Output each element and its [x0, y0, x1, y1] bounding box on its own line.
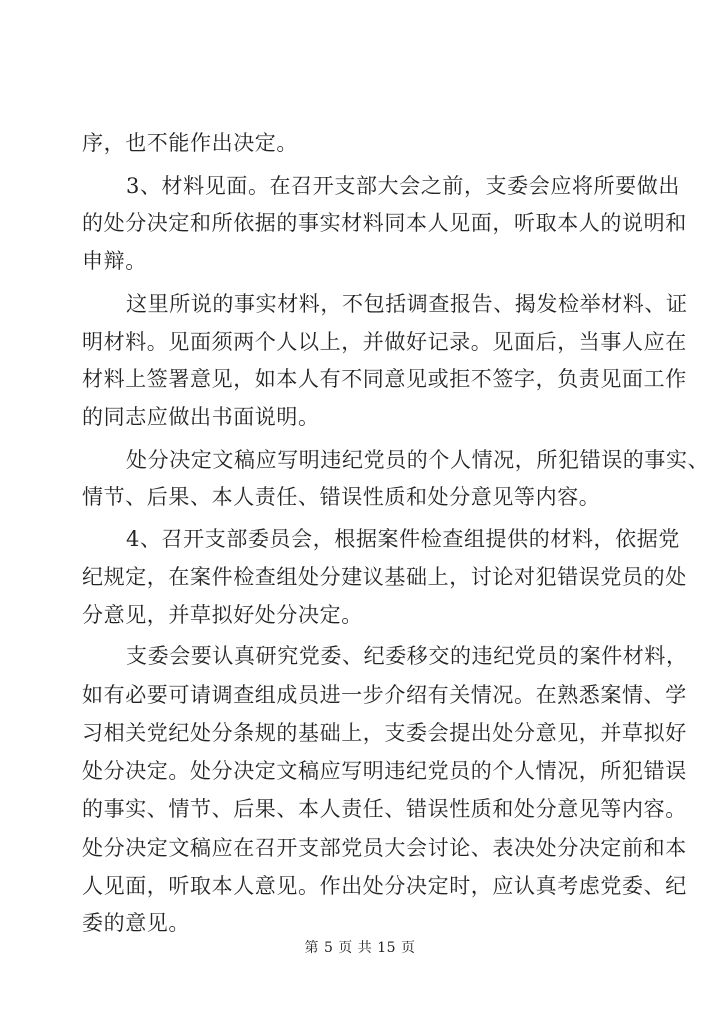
- text-line: 3、材料见面。在召开支部大会之前，支委会应将所要做出: [126, 174, 680, 198]
- text-line: 如有必要可请调查组成员进一步介绍有关情况。在熟悉案情、学: [82, 683, 687, 707]
- text-line: 的事实、情节、后果、本人责任、错误性质和处分意见等内容。: [82, 797, 687, 821]
- text-line: 明材料。见面须两个人以上，并做好记录。见面后，当事人应在: [82, 330, 687, 354]
- text-line: 处分决定。处分决定文稿应写明违纪党员的个人情况，所犯错误: [82, 759, 687, 783]
- text-line: 处分决定文稿应在召开支部党员大会讨论、表决处分决定前和本: [82, 836, 687, 860]
- text-line: 人见面，听取本人意见。作出处分决定时，应认真考虑党委、纪: [82, 874, 687, 898]
- text-line: 委的意见。: [82, 911, 190, 935]
- text-line: 这里所说的事实材料，不包括调查报告、揭发检举材料、证: [126, 292, 688, 316]
- text-line: 情节、后果、本人责任、错误性质和处分意见等内容。: [82, 485, 601, 509]
- text-line: 的处分决定和所依据的事实材料同本人见面，听取本人的说明和: [82, 211, 687, 235]
- text-line: 处分决定文稿应写明违纪党员的个人情况，所犯错误的事实、: [126, 448, 710, 472]
- text-line: 纪规定，在案件检查组处分建议基础上，讨论对犯错误党员的处: [82, 565, 687, 589]
- text-line: 的同志应做出书面说明。: [82, 405, 320, 429]
- text-line: 4、召开支部委员会，根据案件检查组提供的材料，依据党: [126, 527, 680, 551]
- page-number-footer: 第 5 页 共 15 页: [304, 940, 416, 956]
- text-line: 习相关党纪处分条规的基础上，支委会提出处分意见，并草拟好: [82, 721, 687, 745]
- text-line: 申辩。: [82, 249, 147, 273]
- text-line: 支委会要认真研究党委、纪委移交的违纪党员的案件材料，: [126, 644, 688, 668]
- text-line: 序，也不能作出决定。: [82, 131, 298, 155]
- text-line: 材料上签署意见，如本人有不同意见或拒不签字，负责见面工作: [82, 367, 687, 391]
- text-line: 分意见，并草拟好处分决定。: [82, 603, 363, 627]
